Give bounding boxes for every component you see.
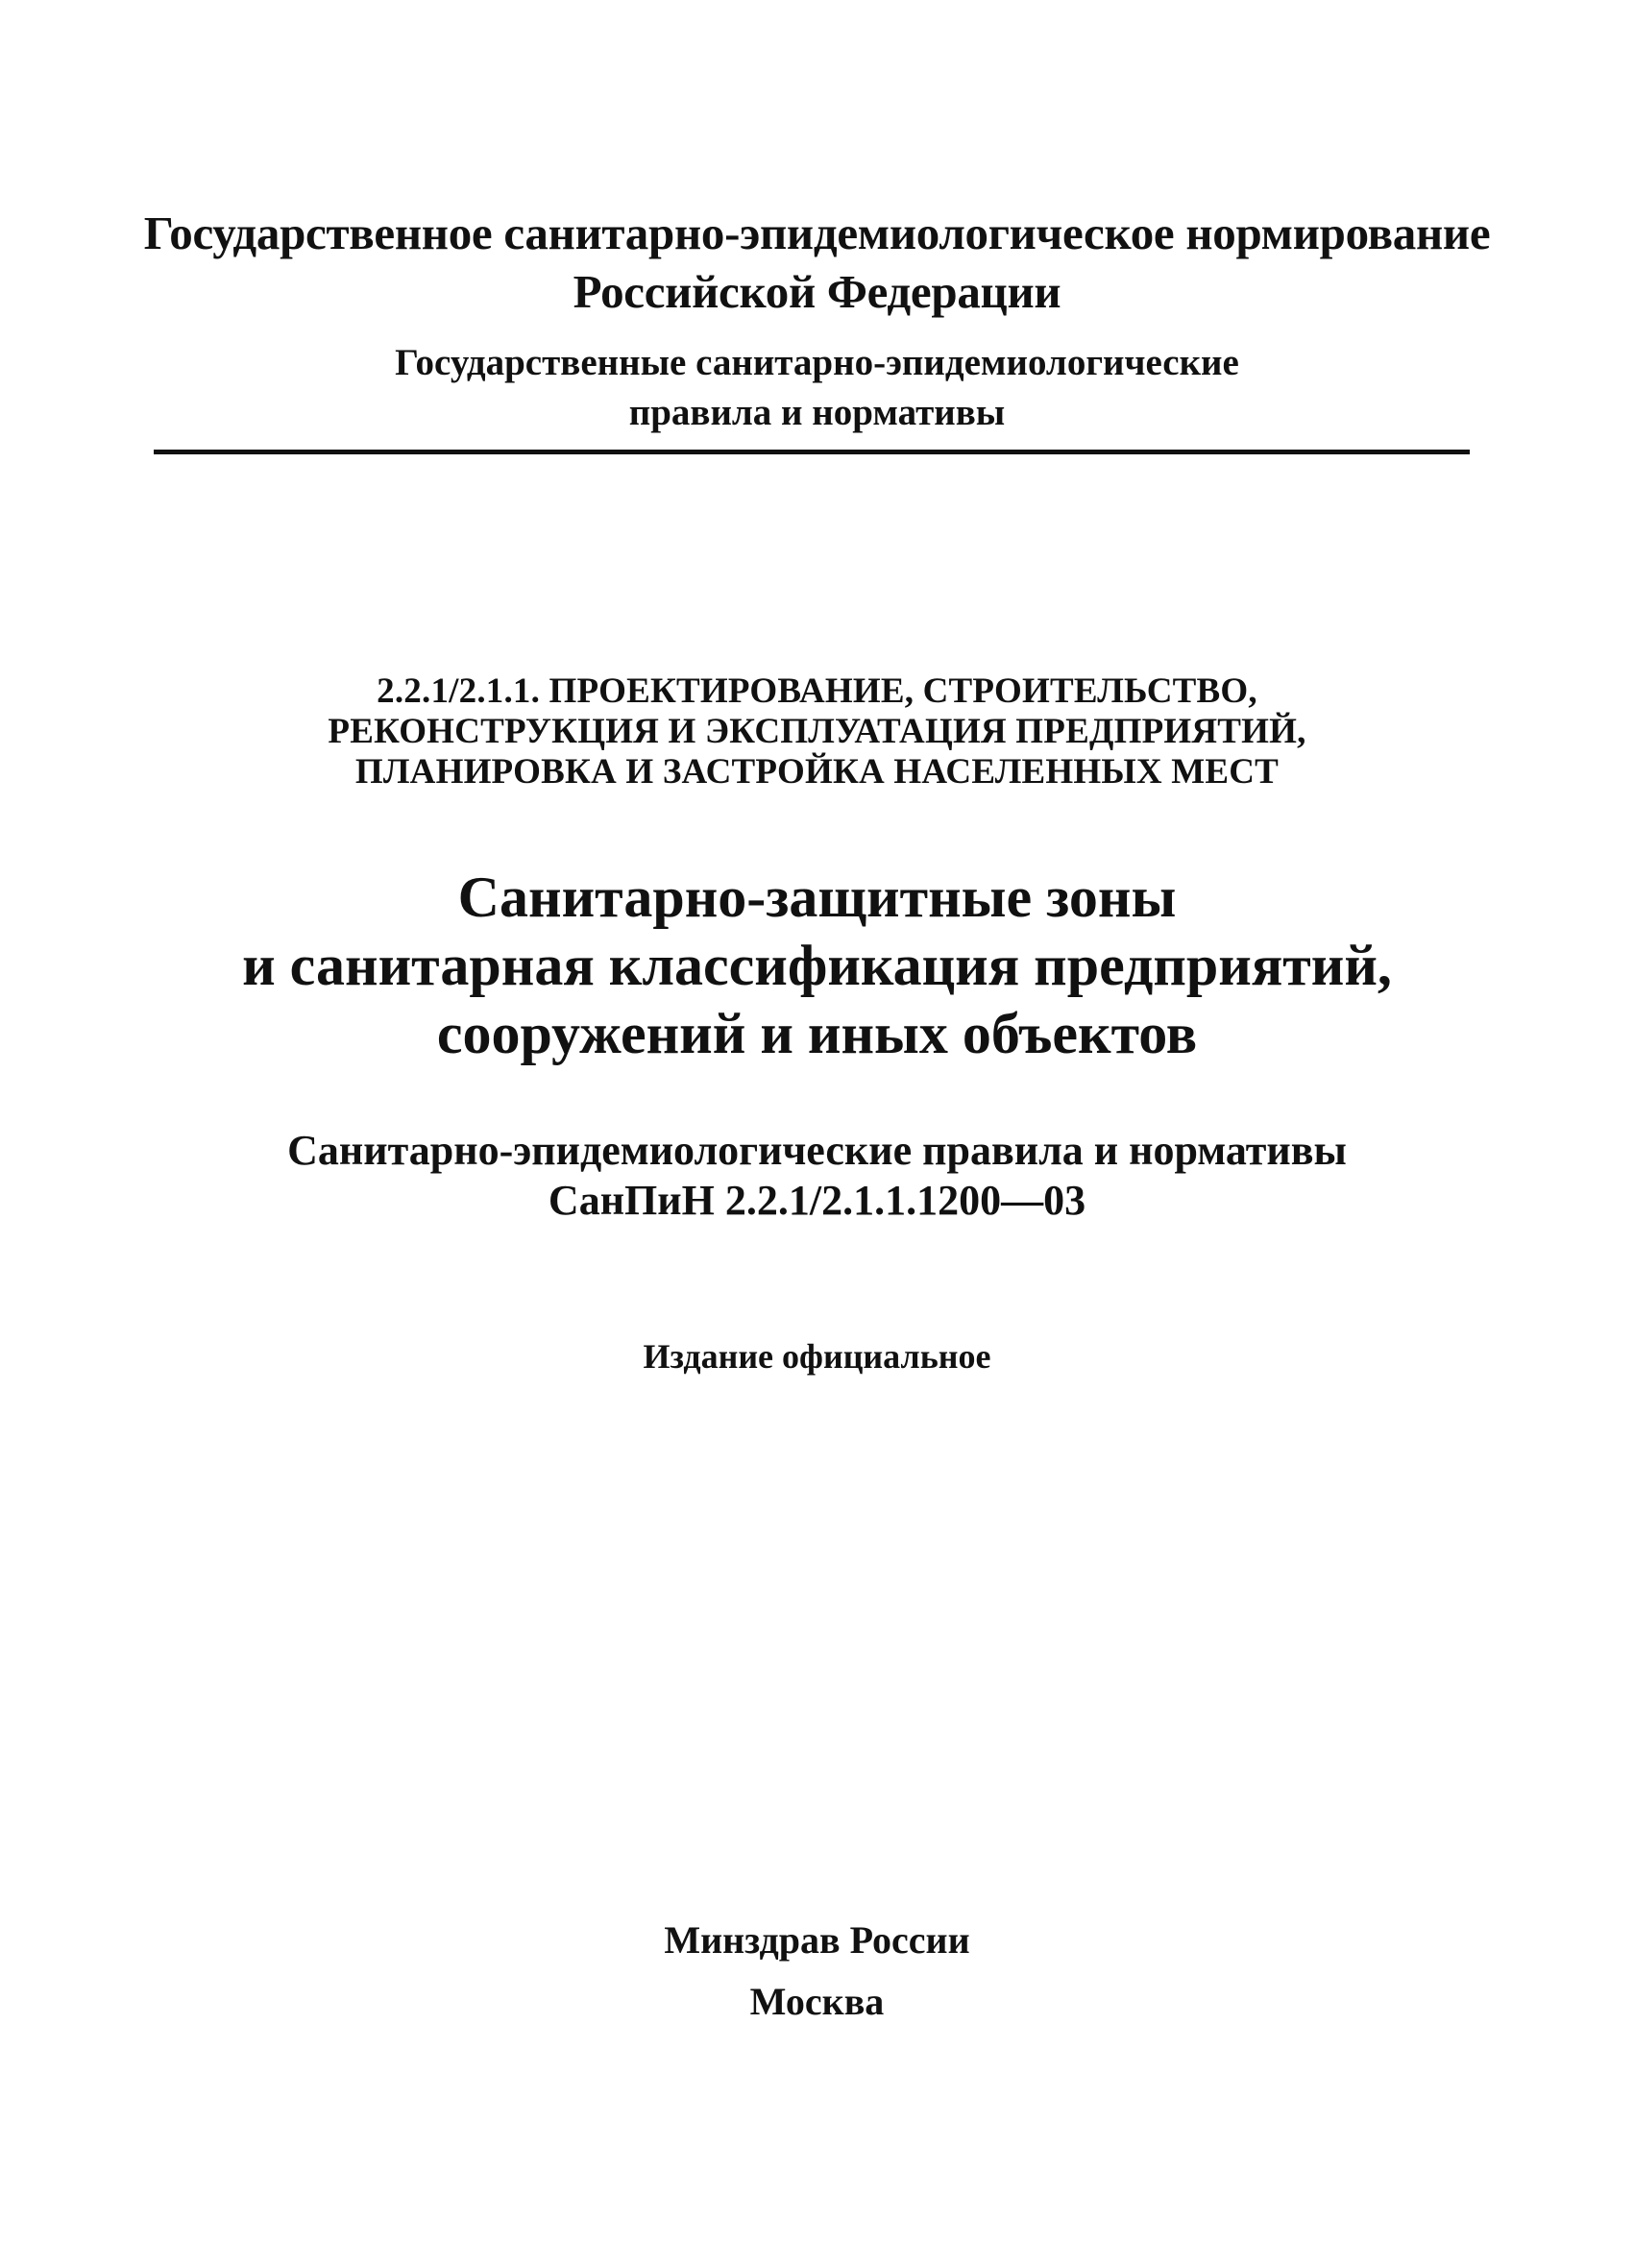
series-line: ПЛАНИРОВКА И ЗАСТРОЙКА НАСЕЛЕННЫХ МЕСТ	[354, 752, 1280, 792]
publisher-info	[0, 1910, 1634, 2033]
category-line: Государственные санитарно-эпидемиологические	[395, 342, 1239, 383]
category-line: правила и нормативы	[628, 392, 1006, 433]
series-line: РЕКОНСТРУКЦИЯ И ЭКСПЛУАТАЦИЯ ПРЕДПРИЯТИЙ,	[328, 712, 1306, 751]
horizontal-divider	[154, 450, 1470, 454]
title-line: Санитарно-защитные зоны	[457, 866, 1177, 929]
series-line: 2.2.1/2.1.1. ПРОЕКТИРОВАНИЕ, СТРОИТЕЛЬСТВО,	[377, 671, 1257, 711]
authority-header	[0, 204, 1634, 321]
category-header	[0, 338, 1634, 438]
title-line: сооружений и иных объектов	[436, 1002, 1198, 1065]
publisher-city: Москва	[749, 1980, 885, 2023]
subtitle-line: Санитарно-эпидемиологические правила и нормативы	[287, 1127, 1347, 1174]
document-title	[0, 864, 1634, 1068]
document-subtitle	[0, 1126, 1634, 1226]
authority-line: Государственное санитарно-эпидемиологическое нормирование	[143, 207, 1491, 259]
title-line: и санитарная классификация предприятий,	[242, 934, 1392, 997]
authority-line: Российской Федерации	[573, 265, 1061, 318]
publisher-name: Минздрав России	[664, 1918, 970, 1962]
edition-label	[0, 1335, 1634, 1378]
document-code: СанПиН 2.2.1/2.1.1.1200—03	[548, 1177, 1086, 1224]
edition-text: Издание официальное	[643, 1337, 991, 1376]
series-heading	[0, 671, 1634, 793]
